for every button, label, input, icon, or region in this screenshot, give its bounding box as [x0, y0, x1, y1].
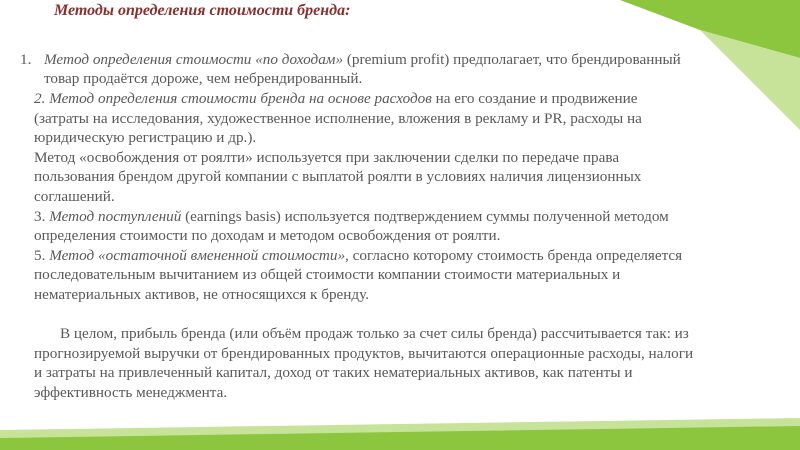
item1-method-name: Метод определения стоимости «по доходам»	[44, 51, 344, 68]
royalty-line1: Метод «освобождения от роялти» используется при заключении сделки по передаче права	[34, 149, 620, 166]
slide-title: Методы определения стоимости бренда:	[54, 2, 351, 19]
item2-line3: юридическую регистрацию и др.).	[34, 129, 257, 146]
item2-line1	[34, 89, 637, 109]
item2-method-name: 2. Метод определения стоимости бренда на основе расходов	[34, 90, 432, 107]
item1-line2: товар продаётся дороже, чем небрендированный.	[44, 70, 363, 87]
item2-text: на его создание и продвижение	[431, 90, 638, 107]
item2-line2: (затраты на исследования, художественное исполнение, вложения в рекламу и PR, расходы на	[34, 110, 642, 127]
royalty-line3: соглашений.	[34, 188, 115, 205]
item1-number: 1.	[20, 51, 32, 68]
item5-method-name: Метод «остаточной вмененной стоимости»	[49, 247, 346, 264]
item3-text: (earnings basis) используется подтверждением суммы полученной методом	[181, 208, 669, 225]
item5-line1	[34, 246, 682, 266]
item3-prefix: 3.	[34, 208, 50, 225]
summary-line4: эффективность менеджмента.	[34, 384, 228, 401]
item3-line2: определения стоимости по доходам и методом освобождения от роялти.	[34, 227, 501, 244]
item3-method-name: Метод поступлений	[49, 208, 182, 225]
item5-prefix: 5.	[34, 247, 50, 264]
item1-text: (premium profit) предполагает, что брендированный	[343, 51, 681, 68]
royalty-line2: пользования брендом другой компании с выплатой роялти в условиях наличия лицензионных	[34, 168, 642, 185]
item3-line1	[34, 207, 669, 227]
item5-line3: нематериальных активов, не относящихся к бренду.	[34, 286, 370, 303]
item1-line1	[20, 50, 681, 70]
item5-text: , согласно которому стоимость бренда определяется	[345, 247, 683, 264]
summary-line2: прогнозируемой выручки от брендированных продуктов, вычитаются операционные расходы, налоги	[34, 345, 694, 362]
summary-line3: и затраты на привлеченный капитал, доход от таких нематериальных активов, как патенты и	[34, 364, 633, 381]
summary-line1: В целом, прибыль бренда (или объём продаж только за счет силы бренда) рассчитывается так: из	[60, 325, 689, 342]
item5-line2: последовательным вычитанием из общей стоимости компании стоимости материальных и	[34, 266, 621, 283]
